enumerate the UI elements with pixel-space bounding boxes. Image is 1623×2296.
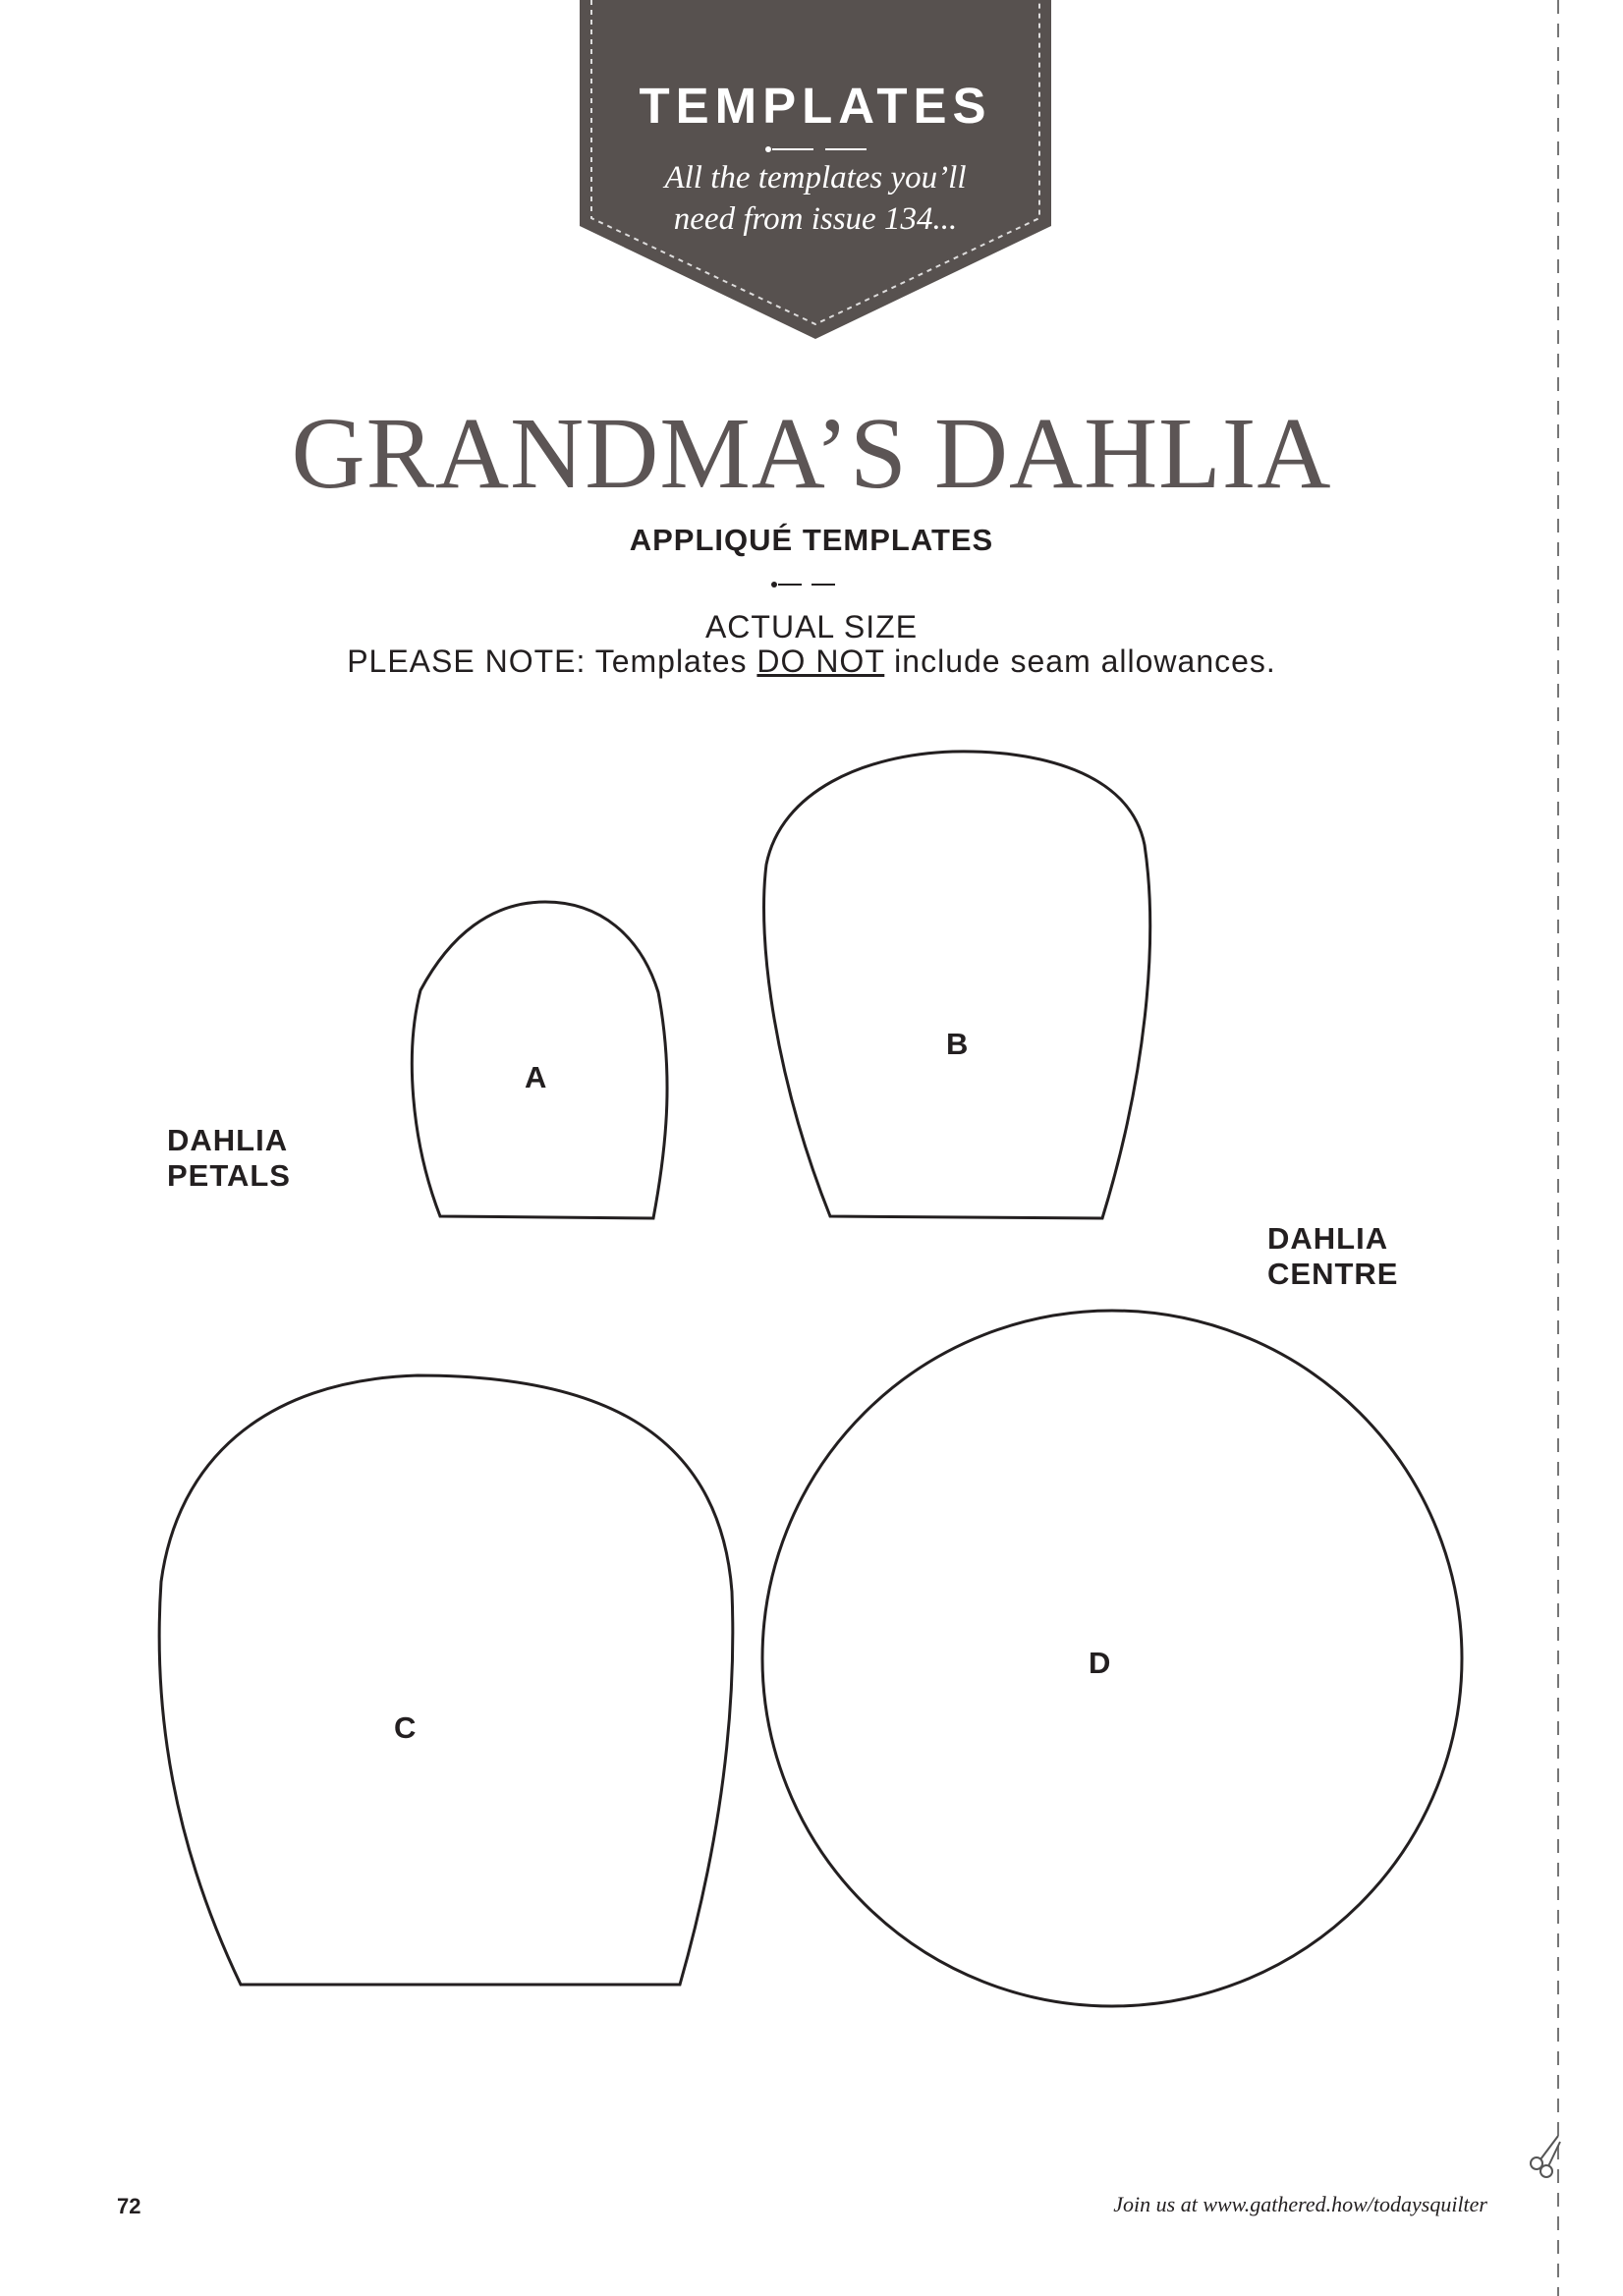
dahlia-centre-label <box>1267 1221 1398 1292</box>
shape-label-d: D <box>1089 1646 1112 1680</box>
actual-size-note: ACTUAL SIZE <box>704 609 919 644</box>
centre-label-line2: CENTRE <box>1267 1257 1399 1291</box>
petal-template-c <box>159 1375 733 1985</box>
shape-label-c: C <box>394 1710 418 1745</box>
page-subtitle: APPLIQUÉ TEMPLATES <box>629 523 994 557</box>
shape-label-b: B <box>946 1027 970 1061</box>
centre-label-line1: DAHLIA <box>1267 1221 1389 1256</box>
shape-label-a: A <box>525 1060 548 1094</box>
banner-subtitle-line2: need from issue 134... <box>673 201 958 237</box>
page-number: 72 <box>117 2194 141 2218</box>
note-prefix: PLEASE NOTE: Templates <box>347 644 757 679</box>
banner-subtitle-line1: All the templates you’ll <box>664 160 967 196</box>
note-suffix: include seam allowances. <box>884 644 1276 679</box>
petals-label-line1: DAHLIA <box>167 1123 289 1157</box>
petals-label-line2: PETALS <box>167 1158 291 1193</box>
banner-title: TEMPLATES <box>639 78 992 134</box>
dahlia-petals-label <box>167 1123 291 1194</box>
note-emphasis: DO NOT <box>756 644 885 679</box>
centre-template-d <box>762 1311 1462 2006</box>
footer-url: Join us at www.gathered.how/todaysquilter <box>1113 2192 1487 2216</box>
page-title: GRANDMA’S DAHLIA <box>291 397 1332 510</box>
petal-template-b <box>764 752 1150 1218</box>
